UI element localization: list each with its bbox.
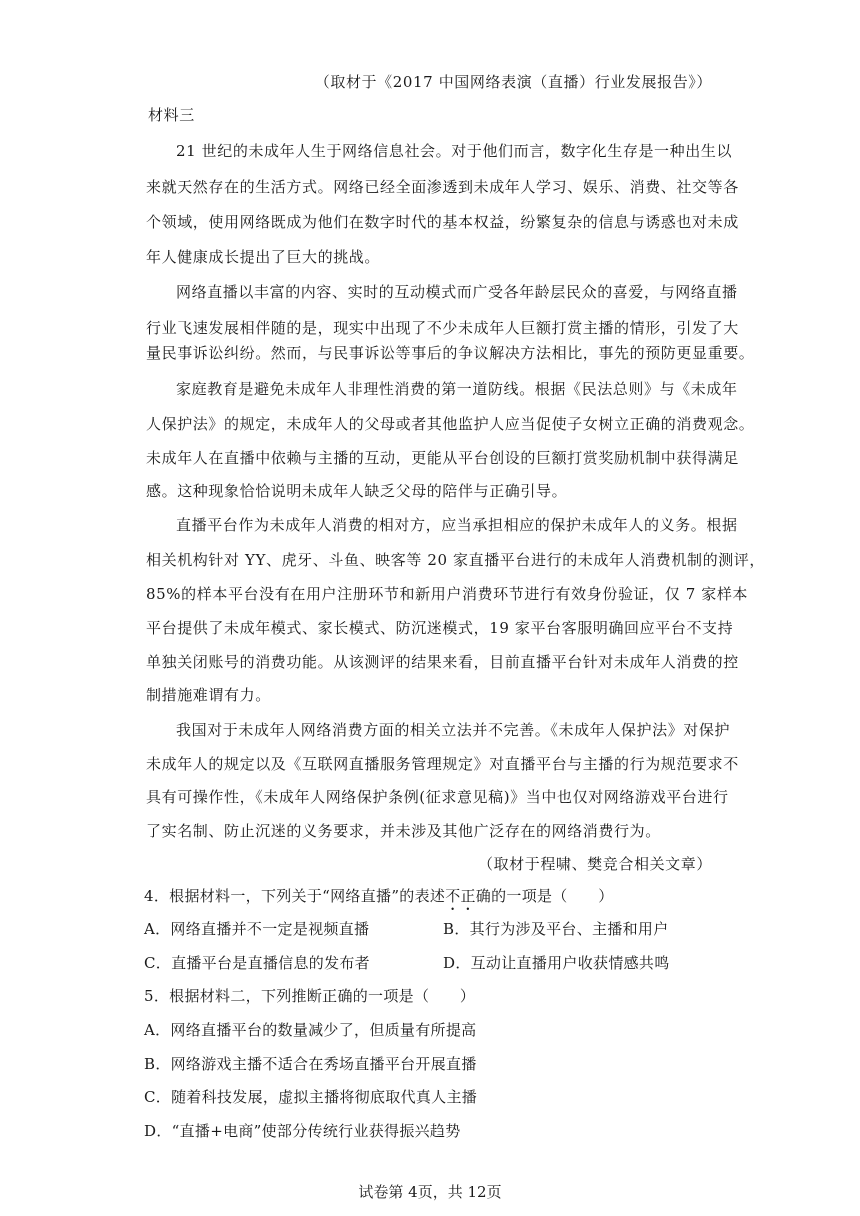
question-4-emphasized-text: 不正: [445, 887, 476, 905]
material-3-p5-line: 具有可操作性，《未成年人网络保护条例(征求意见稿)》当中也仅对网络游戏平台进行: [146, 788, 729, 806]
question-5-option-c[interactable]: C．随着科技发展，虚拟主播将彻底取代真人主播: [144, 1088, 478, 1106]
material-3-p1-line: 21 世纪的未成年人生于网络信息社会。对于他们而言，数字化生存是一种出生以: [176, 142, 733, 160]
material-3-p4-line: 平台提供了未成年模式、家长模式、防沉迷模式，19 家平台客服明确回应平台不支持: [146, 619, 734, 637]
material-3-p1-line: 来就天然存在的生活方式。网络已经全面渗透到未成年人学习、娱乐、消费、社交等各: [146, 178, 739, 196]
question-4-option-d[interactable]: D．互动让直播用户收获情感共鸣: [443, 954, 670, 972]
question-4-option-b[interactable]: B．其行为涉及平台、主播和用户: [443, 920, 669, 938]
material-3-p3-line: 人保护法》的规定，未成年人的父母或者其他监护人应当促使子女树立正确的消费观念。: [146, 415, 755, 433]
material-3-heading: 材料三: [148, 106, 195, 124]
material-3-p2-line: 量民事诉讼纠纷。然而，与民事诉讼等事后的争议解决方法相比，事先的预防更显重要。: [146, 344, 755, 362]
question-4-stem-start: 4．根据材料一，下列关于“网络直播”的表述: [144, 887, 446, 905]
page-footer: 试卷第 4页，共 12页: [358, 1183, 502, 1201]
material-3-p1-line: 个领域，使用网络既成为他们在数字时代的基本权益，纷繁复杂的信息与诱惑也对未成: [146, 213, 739, 231]
material-3-p5-line: 我国对于未成年人网络消费方面的相关立法并不完善。《未成年人保护法》对保护: [176, 721, 731, 739]
material-3-p1-line: 年人健康成长提出了巨大的挑战。: [146, 248, 381, 266]
source-citation-article: （取材于程啸、樊竞合相关文章）: [477, 855, 712, 873]
question-5-option-b[interactable]: B．网络游戏主播不适合在秀场直播平台开展直播: [144, 1055, 477, 1073]
question-4-option-c[interactable]: C．直播平台是直播信息的发布者: [144, 954, 370, 972]
material-3-p3-line: 感。这种现象恰恰说明未成年人缺乏父母的陪伴与正确引导。: [146, 482, 568, 500]
material-3-p4-line: 85%的样本平台没有在用户注册环节和新用户消费环节进行有效身份验证，仅 7 家样本: [146, 585, 749, 603]
question-4-stem-end: 确的一项是（ ）: [475, 887, 614, 905]
source-citation-report: （取材于《2017 中国网络表演（直播）行业发展报告》）: [314, 73, 712, 91]
question-5-stem: 5．根据材料二，下列推断正确的一项是（ ）: [144, 987, 476, 1005]
material-3-p2-line: 网络直播以丰富的内容、实时的互动模式而广受各年龄层民众的喜爱，与网络直播: [176, 283, 738, 301]
question-4-stem: [144, 886, 614, 914]
material-3-p5-line: 未成年人的规定以及《互联网直播服务管理规定》对直播平台与主播的行为规范要求不: [146, 755, 739, 773]
question-5-option-a[interactable]: A．网络直播平台的数量减少了，但质量有所提高: [144, 1021, 477, 1039]
question-5-option-d[interactable]: D．“直播+电商”使部分传统行业获得振兴趋势: [144, 1122, 461, 1140]
material-3-p4-line: 单独关闭账号的消费功能。从该测评的结果来看，目前直播平台针对未成年人消费的控: [146, 653, 739, 671]
material-3-p4-line: 制措施难谓有力。: [146, 686, 271, 704]
material-3-p3-line: 家庭教育是避免未成年人非理性消费的第一道防线。根据《民法总则》与《未成年: [176, 380, 738, 398]
material-3-p4-line: 直播平台作为未成年人消费的相对方，应当承担相应的保护未成年人的义务。根据: [176, 516, 738, 534]
material-3-p5-line: 了实名制、防止沉迷的义务要求，并未涉及其他广泛存在的网络消费行为。: [146, 822, 661, 840]
material-3-p4-line: 相关机构针对 YY、虎牙、斗鱼、映客等 20 家直播平台进行的未成年人消费机制的测评，: [146, 551, 765, 569]
material-3-p3-line: 未成年人在直播中依赖与主播的互动，更能从平台创设的巨额打赏奖励机制中获得满足: [146, 449, 739, 467]
question-4-option-a[interactable]: A．网络直播并不一定是视频直播: [144, 920, 370, 938]
material-3-p2-line: 行业飞速发展相伴随的是，现实中出现了不少未成年人巨额打赏主播的情形，引发了大: [146, 319, 739, 337]
